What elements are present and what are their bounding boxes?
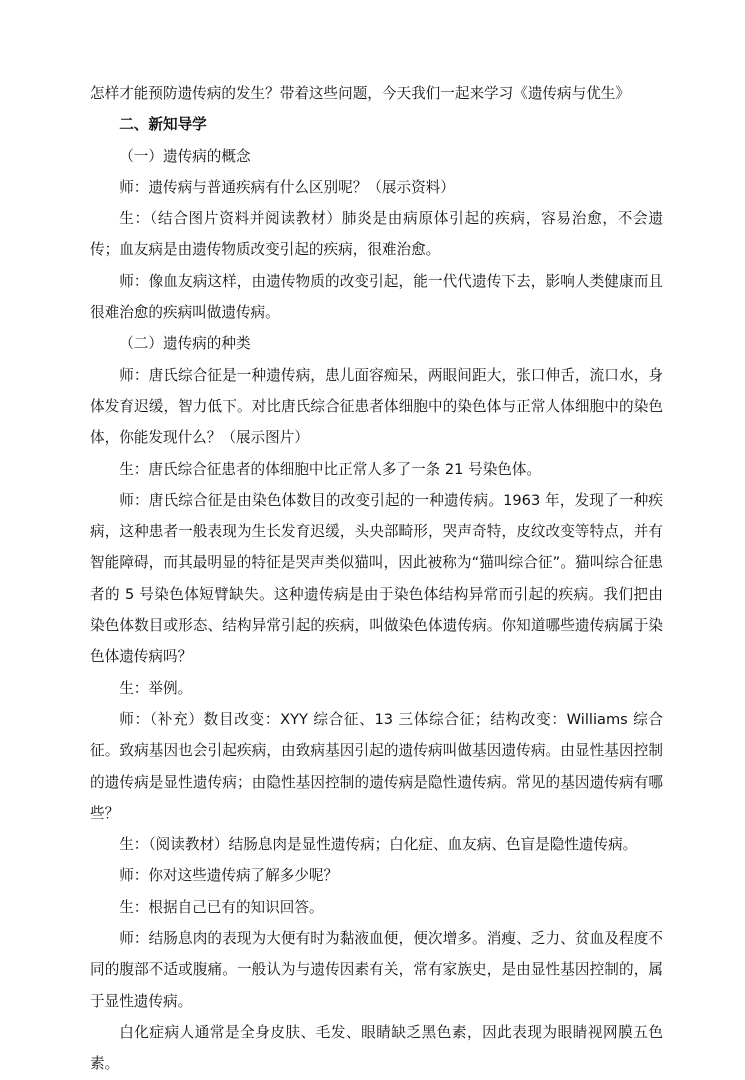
paragraph-teacher-definition: 师：像血友病这样，由遗传物质的改变引起，能一代代遗传下去，影响人类健康而且很难治愈的疾病叫做遗传病。 bbox=[90, 272, 663, 322]
paragraph-teacher-down-syndrome: 师：唐氏综合征是一种遗传病，患儿面容痴呆，两眼间距大，张口伸舌，流口水，身体发育迟缓，智力低下。对比唐氏综合征患者体细胞中的染色体与正常人体细胞中的染色体，你能发现什么？（展示图片） bbox=[90, 366, 663, 447]
paragraph-albinism: 白化症病人通常是全身皮肤、毛发、眼睛缺乏黑色素，因此表现为眼睛视网膜五色素。 bbox=[90, 1023, 663, 1073]
section-heading-new-knowledge: 二、新知导学 bbox=[119, 116, 207, 134]
paragraph-teacher-gene-disease: 师：（补充）数目改变：XYY 综合征、13 三体综合征；结构改变：Williams 综合征。致病基因也会引起疾病，由致病基因引起的遗传病叫做基因遗传病。由显性基因控制的遗传病是显性遗传病；由隐性基因控制的遗传病是隐性遗传病。常见的基因遗传病有哪些？ bbox=[90, 710, 663, 822]
paragraph-teacher-colon-polyps: 师：结肠息肉的表现为大便有时为黏液血便，便次增多。消瘦、乏力、贫血及程度不同的腹部不适或腹痛。一般认为与遗传因素有关，常有家族史，是由显性基因控制的，属于显性遗传病。 bbox=[90, 930, 663, 1010]
paragraph-teacher-question-difference: 师：遗传病与普通疾病有什么区别呢？（展示资料） bbox=[119, 178, 455, 196]
paragraph-teacher-ask-knowledge: 师：你对这些遗传病了解多少呢？ bbox=[119, 867, 339, 885]
paragraph-student-chromosome-21: 生：唐氏综合征患者的体细胞中比正常人多了一条 21 号染色体。 bbox=[119, 460, 542, 478]
paragraph-teacher-chromosomal-disease: 师：唐氏综合征是由染色体数目的改变引起的一种遗传病。1963 年，发现了一种疾病，这种患者一般表现为生长发育迟缓，头央部畸形，哭声奇特，皮纹改变等特点，并有智能障碍，而其最明显的特征是哭声类似猫叫，因此被称为“猫叫综合征”。猫叫综合征患者的 5 号染色体短臂缺失。这种遗传病是由于染色体结构异常而引起的疾病。我们把由染色体数目或形态、结构异常引起的疾病，叫做染色体遗传病。你知道哪些遗传病属于染色体遗传病吗？ bbox=[90, 491, 663, 666]
paragraph-student-answer-pneumonia: 生：（结合图片资料并阅读教材）肺炎是由病原体引起的疾病，容易治愈，不会遗传；血友病是由遗传物质改变引起的疾病，很难治愈。 bbox=[90, 210, 663, 259]
subsection-heading-types: （二）遗传病的种类 bbox=[119, 335, 251, 353]
subsection-heading-concept: （一）遗传病的概念 bbox=[119, 147, 251, 165]
paragraph-student-reading: 生：（阅读教材）结肠息肉是显性遗传病；白化症、血友病、色盲是隐性遗传病。 bbox=[119, 836, 638, 854]
paragraph-intro-continuation: 怎样才能预防遗传病的发生？带着这些问题，今天我们一起来学习《遗传病与优生》 bbox=[90, 85, 630, 102]
paragraph-student-answer-knowledge: 生：根据自己已有的知识回答。 bbox=[119, 898, 324, 916]
paragraph-student-examples: 生：举例。 bbox=[119, 679, 193, 697]
